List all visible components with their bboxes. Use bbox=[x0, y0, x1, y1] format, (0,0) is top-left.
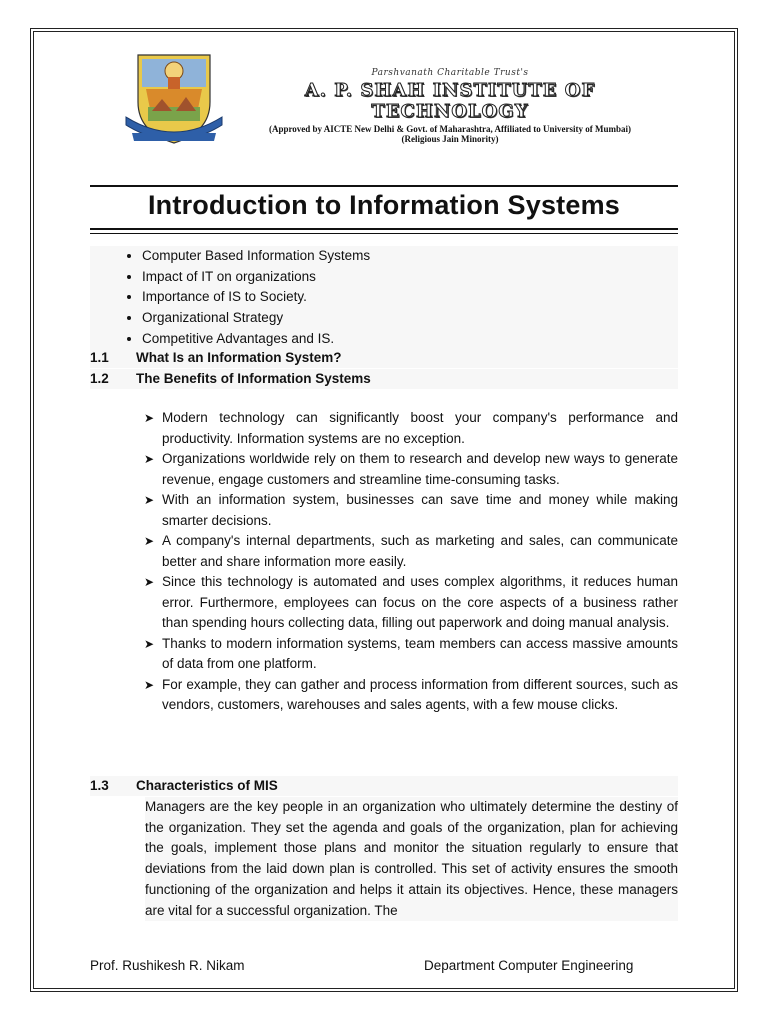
arrow-bullet-icon: ➤ bbox=[144, 411, 155, 425]
institute-crest-logo bbox=[118, 47, 230, 147]
title-rule-top bbox=[90, 185, 678, 187]
list-item: ➤ A company's internal departments, such as marketing and sales, can communicate better and share information more easily. bbox=[144, 533, 678, 569]
section-number: 1.3 bbox=[90, 778, 109, 793]
section-heading-1-1 bbox=[90, 348, 678, 368]
list-item: • Importance of IS to Society. bbox=[142, 287, 678, 308]
approval-note: (Approved by AICTE New Delhi & Govt. of Maharashtra, Affiliated to University of Mumbai) bbox=[268, 124, 632, 134]
topics-list bbox=[90, 246, 678, 350]
section-title: Characteristics of MIS bbox=[136, 778, 278, 793]
list-item: ➤ Thanks to modern information systems, team members can access massive amounts of data from one platform. bbox=[144, 635, 678, 671]
trust-name: Parshvanath Charitable Trust's bbox=[371, 68, 529, 78]
section-heading-1-3 bbox=[90, 776, 678, 796]
list-item: • Competitive Advantages and IS. bbox=[142, 329, 678, 350]
section-number: 1.2 bbox=[90, 371, 109, 386]
section-title: The Benefits of Information Systems bbox=[136, 371, 371, 386]
section-title: What Is an Information System? bbox=[136, 350, 342, 365]
arrow-bullet-icon: ➤ bbox=[144, 636, 155, 651]
footer-author: Prof. Rushikesh R. Nikam bbox=[90, 958, 245, 973]
institute-header bbox=[240, 68, 660, 144]
list-item: ➤ Since this technology is automated and uses complex algorithms, it reduces human error. Furthermore, employees can focus on the core aspects of a business rather than spending hours collecting data, filling out paperwork and doing manual analysis. bbox=[144, 574, 678, 630]
list-item: • Organizational Strategy bbox=[142, 308, 678, 329]
mis-paragraph: Managers are the key people in an organization who ultimately determine the destiny of the organization. They set the agenda and goals of the organization, plan for achieving the goals, implement those plans and monitor the situation regularly to ensure that deviations from the laid down plan is controlled. This set of activity ensures the smooth functioning of the organization and helps it attain its objectives. Hence, these managers are vital for a successful organization. The bbox=[145, 797, 678, 921]
section-number: 1.1 bbox=[90, 350, 109, 365]
benefits-list bbox=[144, 408, 678, 716]
section-heading-1-2 bbox=[90, 369, 678, 389]
minority-note: (Religious Jain Minority) bbox=[401, 134, 499, 144]
arrow-bullet-icon: ➤ bbox=[144, 534, 155, 548]
list-item: ➤ For example, they can gather and process information from different sources, such as vendors, customers, warehouses and sales agents, with a few mouse clicks. bbox=[144, 676, 678, 712]
page-title: Introduction to Information Systems bbox=[147, 190, 620, 220]
footer-department: Department Computer Engineering bbox=[424, 958, 634, 973]
arrow-bullet-icon: ➤ bbox=[144, 575, 155, 589]
list-item: ➤ With an information system, businesses can save time and money while making smarter decisions. bbox=[144, 492, 678, 528]
list-item: ➤ Modern technology can significantly boost your company's performance and productivity. Information systems are no exception. bbox=[144, 410, 678, 446]
institute-name: A. P. SHAH INSTITUTE OF TECHNOLOGY bbox=[304, 80, 596, 122]
list-item: • Computer Based Information Systems bbox=[142, 246, 678, 267]
arrow-bullet-icon: ➤ bbox=[144, 452, 155, 466]
list-item: • Impact of IT on organizations bbox=[142, 267, 678, 288]
arrow-bullet-icon: ➤ bbox=[144, 493, 155, 507]
list-item: ➤ Organizations worldwide rely on them to research and develop new ways to generate revenue, engage customers and streamline time-consuming tasks. bbox=[144, 451, 678, 487]
title-rule-bottom bbox=[90, 228, 678, 234]
arrow-bullet-icon: ➤ bbox=[144, 677, 155, 692]
